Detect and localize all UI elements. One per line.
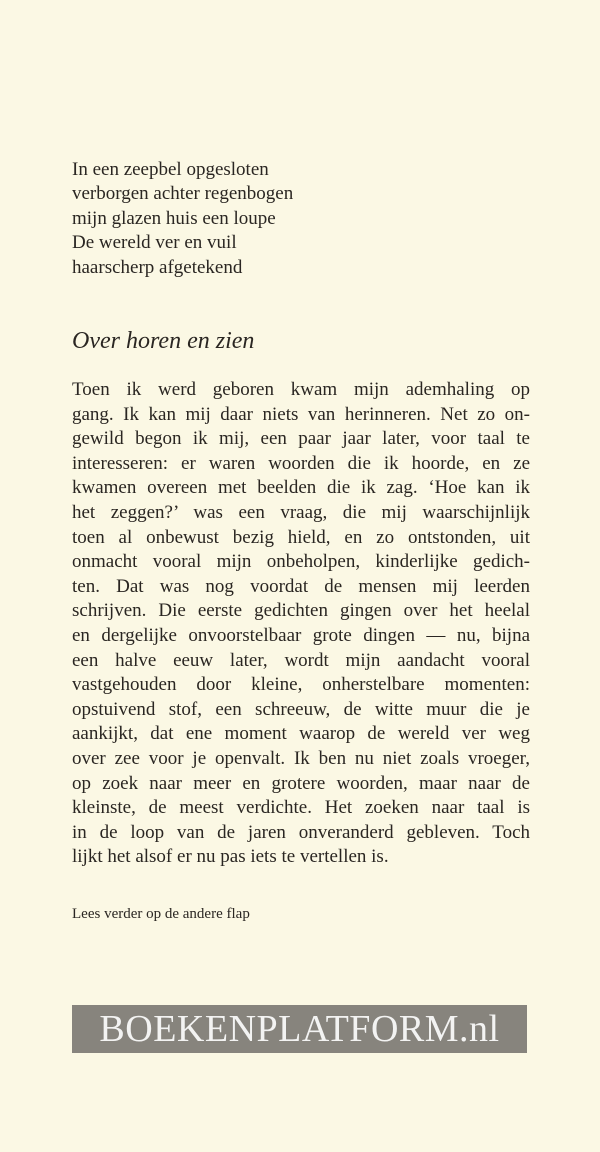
paragraph-line: onmacht vooral mijn onbeholpen, kinderlijke gedich- bbox=[72, 551, 530, 573]
paragraph-line: vastgehouden door kleine, onherstelbare momenten: bbox=[72, 674, 530, 696]
paragraph-line: Toen ik werd geboren kwam mijn ademhaling op bbox=[72, 379, 530, 400]
poem-line: In een zeepbel opgesloten bbox=[72, 159, 269, 180]
paragraph-line: opstuivend stof, een schreeuw, de witte muur die je bbox=[72, 698, 530, 720]
paragraph-line: gang. Ik kan mij daar niets van herinneren. Net zo on- bbox=[72, 403, 530, 425]
paragraph-line: toen al onbewust bezig hield, en zo ontstonden, uit bbox=[72, 526, 530, 548]
poem-line: mijn glazen huis een loupe bbox=[72, 207, 276, 229]
paragraph-line: over zee voor je openvalt. Ik ben nu niet zoals vroeger, bbox=[72, 747, 530, 769]
paragraph-line: en dergelijke onvoorstelbaar grote dingen — nu, bijna bbox=[72, 624, 530, 646]
paragraph-line: het zeggen?’ was een vraag, die mij waarschijnlijk bbox=[72, 501, 530, 523]
watermark-band bbox=[72, 1005, 527, 1053]
paragraph-line: op zoek naar meer en grotere woorden, maar naar de bbox=[72, 772, 530, 794]
body-paragraph bbox=[72, 378, 530, 870]
paragraph-line: interesseren: er waren woorden die ik hoorde, en ze bbox=[72, 452, 530, 474]
poem-line: De wereld ver en vuil bbox=[72, 232, 237, 254]
poem-line: verborgen achter regenbogen bbox=[72, 183, 294, 205]
paragraph-line: kwamen overeen met beelden die ik zag. ‘Hoe kan ik bbox=[72, 477, 530, 499]
paragraph-line: lijkt het alsof er nu pas iets te vertellen is. bbox=[72, 846, 389, 868]
paragraph-line: aankijkt, dat ene moment waarop de wereld ver weg bbox=[72, 723, 530, 745]
paragraph-line: gewild begon ik mij, een paar jaar later, voor taal te bbox=[72, 428, 530, 450]
poem-line: haarscherp afgetekend bbox=[72, 256, 243, 278]
section-title: Over horen en zien bbox=[72, 328, 255, 354]
watermark-text: BOEKENPLATFORM.nl bbox=[99, 1008, 500, 1050]
poem bbox=[72, 158, 532, 280]
paragraph-line: ten. Dat was nog voordat de mensen mij leerden bbox=[72, 575, 530, 597]
paragraph-line: een halve eeuw later, wordt mijn aandacht vooral bbox=[72, 649, 530, 671]
paragraph-line: in de loop van de jaren onveranderd gebleven. Toch bbox=[72, 821, 530, 843]
paragraph-line: schrijven. Die eerste gedichten gingen over het heelal bbox=[72, 600, 530, 622]
continue-reading-note: Lees verder op de andere flap bbox=[72, 906, 250, 922]
paragraph-line: kleinste, de meest verdichte. Het zoeken naar taal is bbox=[72, 797, 530, 819]
